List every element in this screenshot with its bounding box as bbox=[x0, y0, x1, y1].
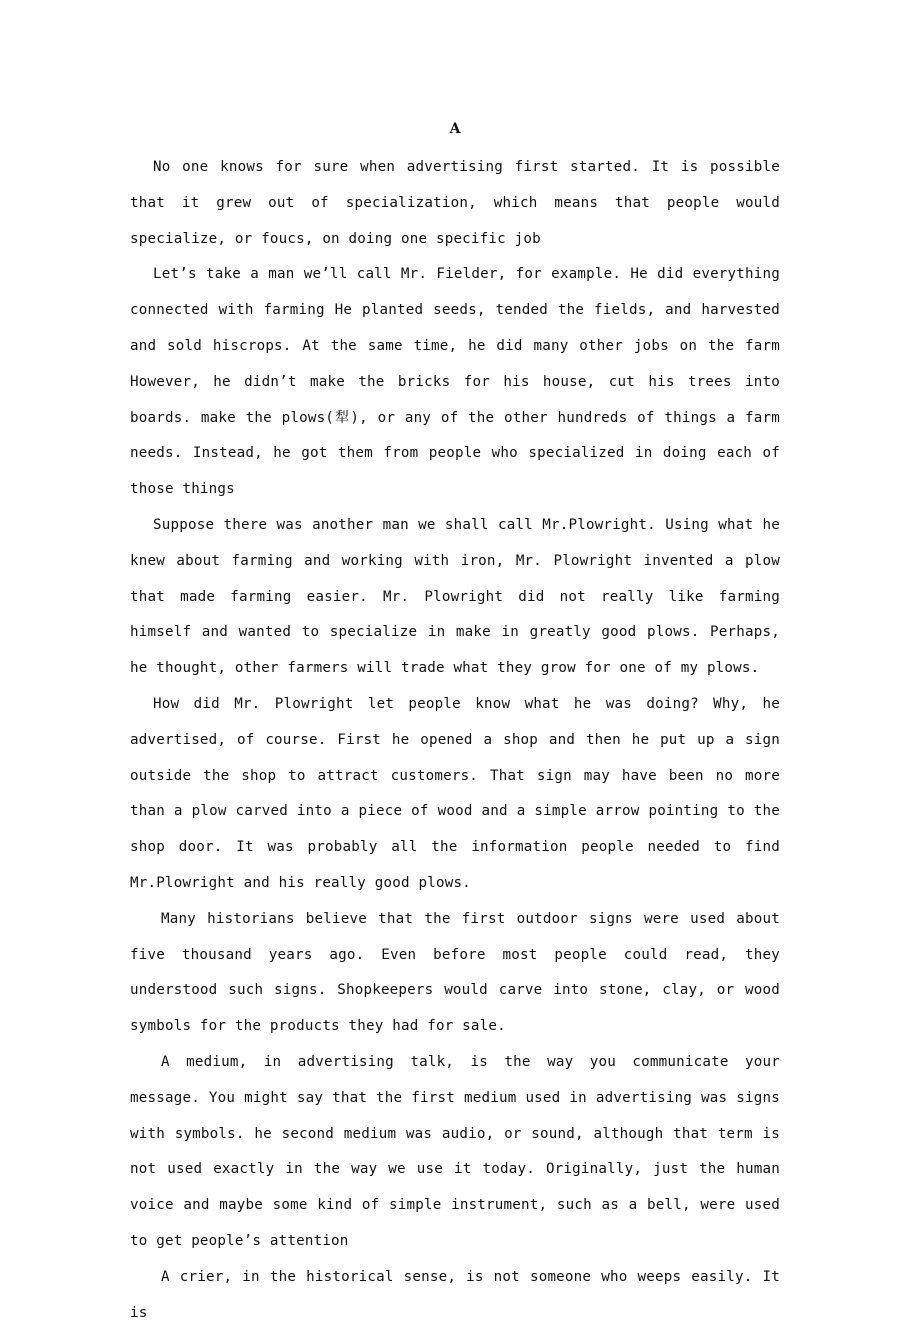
paragraph-6: A medium, in advertising talk, is the way you communicate your message. You might say that the first medium used in advertising was signs with symbols. he second medium was audio, or sound, although that term is not used exactly in the way we use it today. Originally, just the human voice and maybe some kind of simple instrument, such as a bell, were used to get people’s attention bbox=[130, 1053, 780, 1249]
paragraph-2: Let’s take a man we’ll call Mr. Fielder, for example. He did everything connected with farming He planted seeds, tended the fields, and harvested and sold hiscrops. At the same time, he did many other jobs on the farm However, he didn’t make the bricks for his house, cut his trees into boards. make the plows(犁), or any of the other hundreds of things a farm needs. Instead, he got them from people who specialized in doing each of those things bbox=[130, 266, 780, 498]
paragraph-1: No one knows for sure when advertising first started. It is possible that it grew out of specialization, which means that people would specialize, or foucs, on doing one specific job bbox=[130, 159, 780, 247]
passage-title: A bbox=[449, 121, 461, 137]
passage-body bbox=[130, 150, 780, 1331]
paragraph-7: A crier, in the historical sense, is not someone who weeps easily. It is bbox=[130, 1268, 780, 1321]
paragraph-3: Suppose there was another man we shall call Mr.Plowright. Using what he knew about farming and working with iron, Mr. Plowright invented a plow that made farming easier. Mr. Plowright did not really like farming himself and wanted to specialize in make in greatly good plows. Perhaps, he thought, other farmers will trade what they grow for one of my plows. bbox=[130, 516, 780, 677]
paragraph-4: How did Mr. Plowright let people know what he was doing? Why, he advertised, of course. First he opened a shop and then he put up a sign outside the shop to attract customers. That sign may have been no more than a plow carved into a piece of wood and a simple arrow pointing to the shop door. It was probably all the information people needed to find Mr.Plowright and his really good plows. bbox=[130, 695, 780, 891]
paragraph-5: Many historians believe that the first outdoor signs were used about five thousand years ago. Even before most people could read, they understood such signs. Shopkeepers would carve into stone, clay, or wood symbols for the products they had for sale. bbox=[130, 910, 780, 1035]
